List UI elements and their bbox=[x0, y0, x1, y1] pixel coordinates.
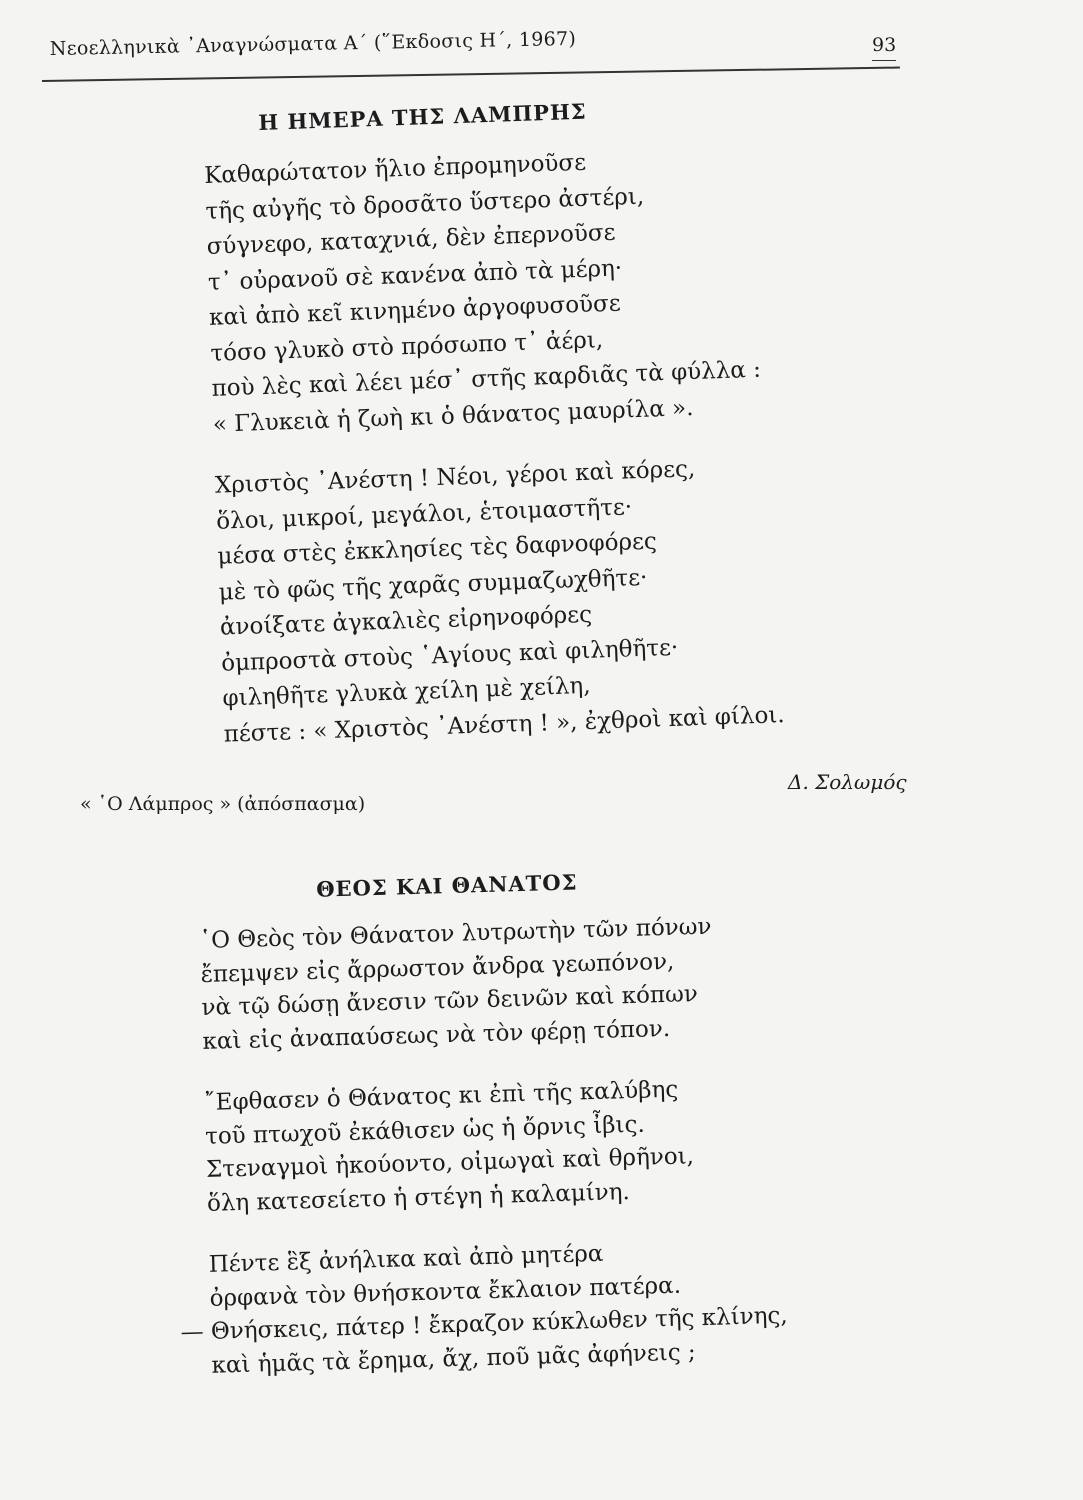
poem-title: ΘΕΟΣ ΚΑΙ ΘΑΝΑΤΟΣ bbox=[315, 869, 578, 902]
poem-title: Η ΗΜΕΡΑ ΤΗΣ ΛΑΜΠΡΗΣ bbox=[257, 98, 588, 136]
verse-line: — Θνήσκεις, πάτερ ! ἔκραζον κύκλωθεν τῆς κλίνης, bbox=[180, 1302, 788, 1346]
verse-line: ἀνοίξατε ἀγκαλιὲς εἰρηνοφόρες bbox=[219, 601, 593, 641]
verse-line: μὲ τὸ φῶς τῆς χαρᾶς συμμαζωχθῆτε· bbox=[218, 564, 648, 606]
verse-line: ὀρφανὰ τὸν θνήσκοντα ἔκλαιον πατέρα. bbox=[209, 1272, 682, 1312]
verse-line: τ᾿ οὐρανοῦ σὲ κανένα ἀπὸ τὰ μέρη· bbox=[207, 254, 623, 296]
verse-line: ῎Εφθασεν ὁ Θάνατος κι ἐπὶ τῆς καλύβης bbox=[203, 1076, 679, 1116]
verse-line: νὰ τῷ δώσῃ ἄνεσιν τῶν δεινῶν καὶ κόπων bbox=[201, 981, 699, 1021]
verse-line: Πέντε ἓξ ἀνήλικα καὶ ἀπὸ μητέρα bbox=[208, 1240, 604, 1278]
stanza bbox=[204, 139, 775, 442]
verse-line: τόσο γλυκὸ στὸ πρόσωπο τ᾿ ἀέρι, bbox=[209, 326, 604, 367]
verse-line: ὀμπροστὰ στοὺς ῾Αγίους καὶ φιληθῆτε· bbox=[220, 634, 679, 677]
verse-line: καὶ εἰς ἀναπαύσεως νὰ τὸν φέρῃ τόπον. bbox=[202, 1015, 671, 1055]
poem-theos-kai-thanatos bbox=[180, 864, 789, 1383]
stanza bbox=[214, 449, 785, 752]
running-head: Νεοελληνικὰ ᾿Αναγνώσματα Α΄ (῞Εκδοσις Η΄, 1967) bbox=[49, 27, 577, 61]
verse-line: ἔπεμψεν εἰς ἄρρωστον ἄνδρα γεωπόνον, bbox=[200, 948, 675, 988]
verse-line: « Γλυκειὰ ἡ ζωὴ κι ὁ θάνατος μαυρίλα ». bbox=[212, 394, 694, 438]
verse-line: τῆς αὐγῆς τὸ δροσᾶτο ὕστερο ἀστέρι, bbox=[205, 183, 645, 225]
verse-line: καὶ ἀπὸ κεῖ κινημένο ἀργοφυσοῦσε bbox=[208, 290, 622, 331]
verse-line: Στεναγμοὶ ἠκούοντο, οἰμωγαὶ καὶ θρῆνοι, bbox=[205, 1143, 695, 1183]
verse-line: σύγνεφο, καταχνιά, δὲν ἐπερνοῦσε bbox=[206, 219, 616, 260]
verse-line: φιληθῆτε γλυκὰ χείλη μὲ χείλη, bbox=[222, 672, 591, 712]
page-number: 93 bbox=[872, 34, 896, 61]
verse-line: Καθαρώτατον ἥλιο ἐπρομηνοῦσε bbox=[203, 149, 587, 189]
verse-line: πέστε : « Χριστὸς ᾿Ανέστη ! », ἐχθροὶ καὶ φίλοι. bbox=[223, 701, 786, 748]
poem-author: Δ. Σολωμός bbox=[788, 770, 907, 794]
poem-lambri bbox=[202, 92, 785, 752]
verse-line: ποὺ λὲς καὶ λέει μέσ᾿ στῆς καρδιᾶς τὰ φύλλα : bbox=[211, 356, 762, 402]
verse-line: ὅλοι, μικροί, μεγάλοι, ἑτοιμαστῆτε· bbox=[215, 493, 633, 535]
stanza bbox=[204, 1071, 785, 1221]
verse-line: ὅλη κατεσείετο ἡ στέγη ἡ καλαμίνη. bbox=[206, 1178, 631, 1217]
poem-source: « ῾Ο Λάμπρος » (ἀπόσπασμα) bbox=[80, 793, 366, 815]
stanza bbox=[180, 1233, 789, 1383]
header-rule bbox=[42, 67, 900, 82]
verse-line: ῾Ο Θεὸς τὸν Θάνατον λυτρωτὴν τῶν πόνων bbox=[199, 913, 712, 954]
verse-line: καὶ ἡμᾶς τὰ ἔρημα, ἄχ, ποῦ μᾶς ἀφήνεις ; bbox=[211, 1338, 697, 1379]
verse-line: μέσα στὲς ἐκκλησίες τὲς δαφνοφόρες bbox=[217, 528, 658, 570]
verse-line: Χριστὸς ᾿Ανέστη ! Νέοι, γέροι καὶ κόρες, bbox=[214, 456, 696, 499]
stanza bbox=[199, 909, 780, 1059]
verse-line: τοῦ πτωχοῦ ἐκάθισεν ὡς ἡ ὄρνις ἶβις. bbox=[204, 1111, 646, 1150]
